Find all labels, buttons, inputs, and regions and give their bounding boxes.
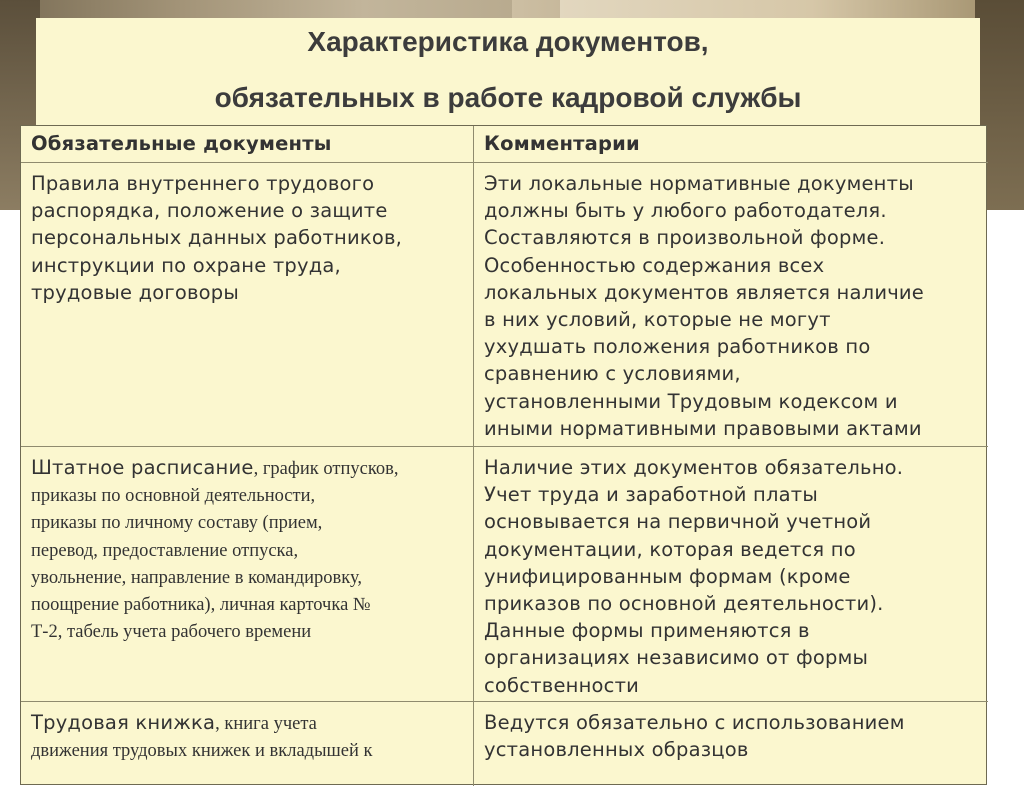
row2-left-cell: Штатное расписание, график отпусков, приказы по основной деятельности, приказы по личному составу (прием, перевод, предоставление отпуска, увольнение, направление в командировку, поощрение работника), личная карточка № Т-2, табель учета рабочего времени (31, 456, 399, 643)
header-required-documents: Обязательные документы (31, 132, 332, 155)
row2-right-cell: Наличие этих документов обязательно. Учет труда и заработной платы основывается на первичной учетной документации, которая ведется по унифицированным формам (кроме приказов по основной деятельности). Данные формы применяются в организациях независимо от формы собственности (484, 456, 904, 697)
row3-left-cell: Трудовая книжка, книга учета движения трудовых книжек и вкладышей к (31, 711, 373, 762)
row1-right-cell: Эти локальные нормативные документы должны быть у любого работодателя. Составляются в произвольной форме. Особенностью содержания всех локальных документов является наличие в них условий, которые не могут ухудшать положения работников по сравнению с условиями, установленными Трудовым кодексом и иными нормативными правовыми актами (484, 172, 924, 440)
slide-title-line-2: обязательных в работе кадровой службы (214, 82, 802, 113)
slide-title-line-1: Характеристика документов, (307, 26, 709, 57)
header-comments: Комментарии (484, 132, 640, 155)
row3-right-cell: Ведутся обязательно с использованием установленных образцов (484, 711, 905, 762)
title-box (36, 18, 980, 130)
row1-left-cell: Правила внутреннего трудового распорядка, положение о защите персональных данных работников, инструкции по охране труда, трудовые договоры (31, 172, 403, 304)
documents-table (20, 125, 987, 785)
